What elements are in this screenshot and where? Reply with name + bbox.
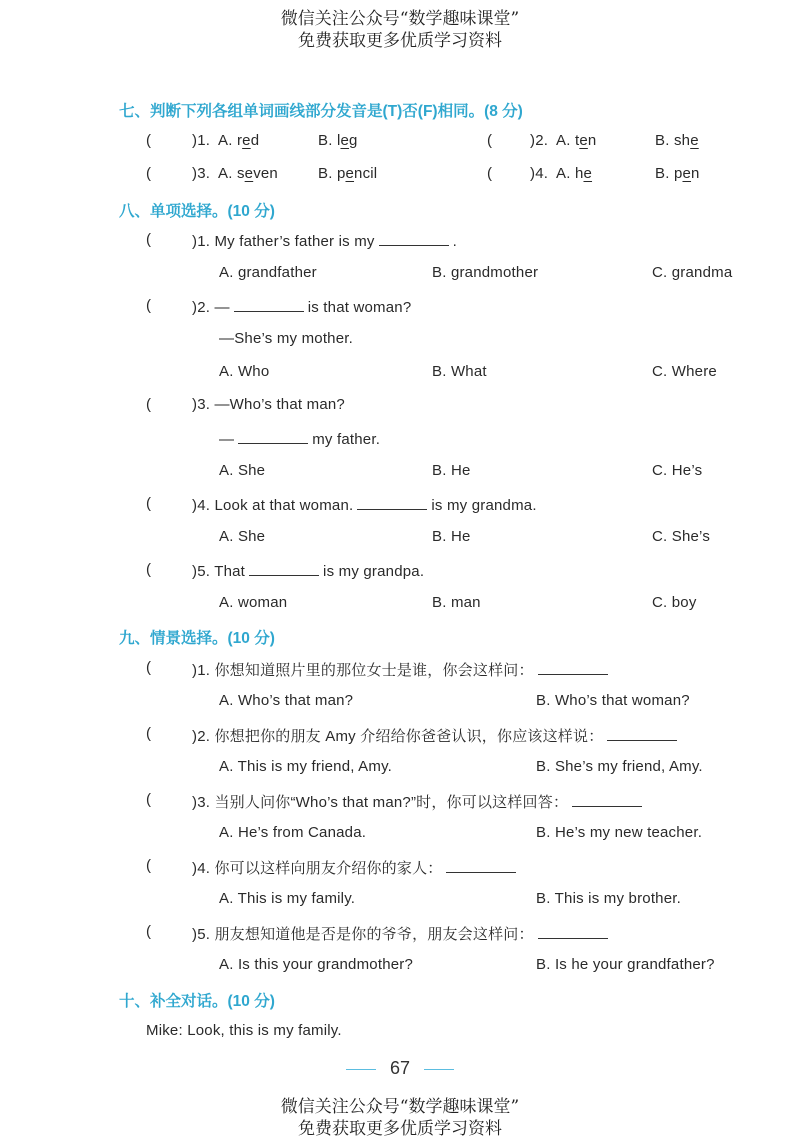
section-10-heading: 十、补全对话。(10 分) [119, 993, 275, 1010]
answer-blank[interactable] [238, 429, 308, 444]
page-number-text: 67 [389, 1058, 411, 1078]
option-b: B. Who’s that woman? [536, 692, 690, 709]
option-c: C. boy [652, 594, 697, 611]
paren: ( [146, 923, 152, 940]
watermark-line1: 微信关注公众号“数学趣味课堂” [280, 9, 520, 29]
option-a: A. This is my family. [219, 890, 356, 907]
paren: ( [146, 561, 152, 578]
question-text: )5. 朋友想知道他是否是你的爷爷，朋友会这样问： [192, 923, 612, 944]
option-c: C. He’s [652, 462, 703, 479]
question-text: )1. My father’s father is my . [192, 233, 457, 250]
page-number [0, 1058, 800, 1079]
watermark-line2: 免费获取更多优质学习资料 [298, 1119, 502, 1139]
answer-blank[interactable] [379, 231, 449, 246]
section-9-heading: 九、情景选择。(10 分) [119, 630, 275, 647]
option-a: A. red [218, 132, 260, 149]
question-text: )3. 当别人问你“Who’s that man?”时，你可以这样回答： [192, 791, 646, 812]
question-text: )4. 你可以这样向朋友介绍你的家人： [192, 857, 520, 878]
option-c: C. She’s [652, 528, 711, 545]
watermark-line1: 微信关注公众号“数学趣味课堂” [280, 1097, 520, 1117]
paren: ( [146, 165, 152, 182]
paren: ( [146, 857, 152, 874]
section-7-heading: 七、判断下列各组单词画线部分发音是(T)否(F)相同。(8 分) [119, 103, 523, 120]
option-a: A. he [556, 165, 593, 182]
question-text: )4. Look at that woman. is my grandma. [192, 497, 537, 514]
option-b: B. This is my brother. [536, 890, 682, 907]
option-a: A. She [219, 462, 266, 479]
option-c: C. Where [652, 363, 717, 380]
decorative-dash [346, 1069, 376, 1070]
dialogue-line: —She’s my mother. [219, 330, 354, 347]
paren: ( [146, 132, 152, 149]
answer-blank[interactable] [538, 924, 608, 939]
option-a: A. Who [219, 363, 270, 380]
paren: ( [146, 659, 152, 676]
question-text: )2. — is that woman? [192, 299, 412, 316]
option-b: B. Is he your grandfather? [536, 956, 715, 973]
question-text: )5. That is my grandpa. [192, 563, 425, 580]
option-a: A. grandfather [219, 264, 317, 281]
answer-blank[interactable] [249, 561, 319, 576]
paren: ( [146, 495, 152, 512]
answer-blank[interactable] [538, 660, 608, 675]
option-a: A. ten [556, 132, 597, 149]
paren: ( [146, 231, 152, 248]
option-b: B. man [432, 594, 481, 611]
option-b: B. He’s my new teacher. [536, 824, 703, 841]
question-text: )3. —Who’s that man? [192, 396, 345, 413]
decorative-dash [424, 1069, 454, 1070]
answer-blank[interactable] [446, 858, 516, 873]
option-a: A. He’s from Canada. [219, 824, 367, 841]
question-number: )1. [192, 132, 211, 149]
question-text: )1. 你想知道照片里的那位女士是谁，你会这样问： [192, 659, 612, 680]
paren: ( [487, 165, 493, 182]
dialogue-line: — my father. [219, 431, 381, 448]
option-b: B. She’s my friend, Amy. [536, 758, 703, 775]
option-a: A. woman [219, 594, 288, 611]
option-b: B. grandmother [432, 264, 539, 281]
paren: ( [146, 725, 152, 742]
option-a: A. This is my friend, Amy. [219, 758, 393, 775]
option-a: A. She [219, 528, 266, 545]
option-a: A. Who’s that man? [219, 692, 354, 709]
watermark-line2: 免费获取更多优质学习资料 [298, 31, 502, 51]
option-b: B. What [432, 363, 487, 380]
question-number: )4. [530, 165, 549, 182]
option-b: B. pencil [318, 165, 378, 182]
dialogue-line: Mike: Look, this is my family. [146, 1022, 342, 1039]
paren: ( [146, 791, 152, 808]
option-b: B. she [655, 132, 699, 149]
option-a: A. seven [218, 165, 278, 182]
answer-blank[interactable] [234, 297, 304, 312]
question-text: )2. 你想把你的朋友 Amy 介绍给你爸爸认识，你应该这样说： [192, 725, 681, 746]
paren: ( [487, 132, 493, 149]
answer-blank[interactable] [572, 792, 642, 807]
question-number: )2. [530, 132, 549, 149]
option-c: C. grandma [652, 264, 733, 281]
answer-blank[interactable] [607, 726, 677, 741]
section-8-heading: 八、单项选择。(10 分) [119, 203, 275, 220]
answer-blank[interactable] [357, 495, 427, 510]
paren: ( [146, 297, 152, 314]
paren: ( [146, 396, 152, 413]
option-b: B. leg [318, 132, 358, 149]
question-number: )3. [192, 165, 211, 182]
option-a: A. Is this your grandmother? [219, 956, 414, 973]
option-b: B. pen [655, 165, 700, 182]
option-b: B. He [432, 528, 471, 545]
option-b: B. He [432, 462, 471, 479]
watermark-bottom [0, 1096, 800, 1140]
watermark-top [0, 8, 800, 52]
